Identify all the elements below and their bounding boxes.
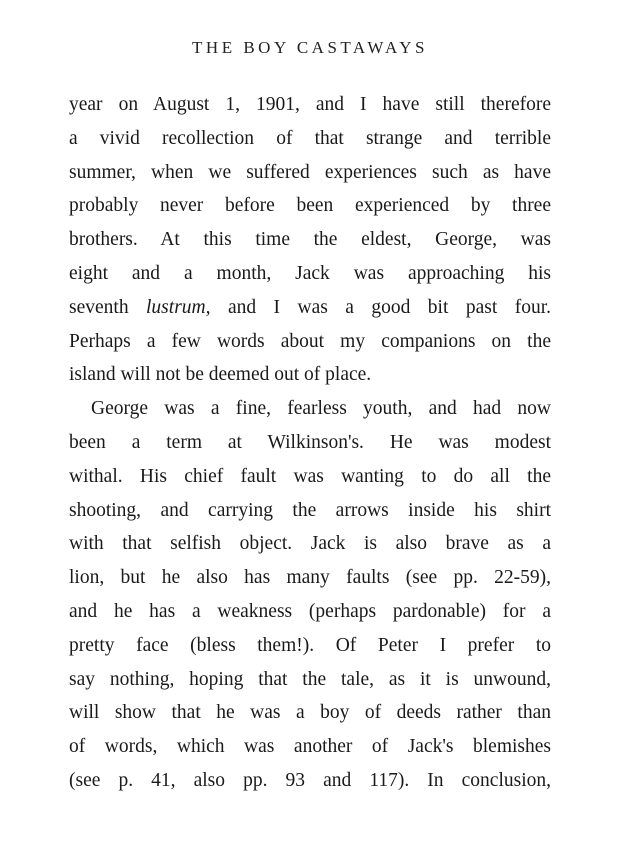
text-line: (see p. 41, also pp. 93 and 117). In conclusion, (69, 769, 551, 791)
text-line: brothers. At this time the eldest, George, was (69, 229, 551, 251)
text-line: George was a fine, fearless youth, and had now (91, 398, 551, 420)
paragraph-1 (69, 88, 551, 392)
running-head: THE BOY CASTAWAYS (192, 38, 428, 57)
italic-word: lustrum, (146, 296, 211, 318)
text-line: eight and a month, Jack was approaching his (69, 262, 551, 284)
text-line: with that selfish object. Jack is also brave as a (69, 533, 551, 555)
text-line: say nothing, hoping that the tale, as it is unwound, (69, 668, 551, 690)
text-line: been a term at Wilkinson's. He was modest (69, 431, 551, 453)
text-line: withal. His chief fault was wanting to do all the (69, 465, 551, 487)
body-text (69, 88, 551, 798)
text-segment: seventh (69, 296, 147, 318)
text-line: will show that he was a boy of deeds rather than (69, 702, 551, 724)
paragraph-2 (69, 392, 551, 798)
text-line: summer, when we suffered experiences such as have (69, 161, 551, 183)
text-line: island will not be deemed out of place. (69, 364, 372, 386)
text-line: year on August 1, 1901, and I have still therefore (69, 94, 551, 115)
text-line: shooting, and carrying the arrows inside his shirt (69, 499, 551, 521)
text-line: a vivid recollection of that strange and terrible (69, 127, 551, 149)
text-line: of words, which was another of Jack's blemishes (69, 736, 551, 758)
text-line-with-italic (69, 291, 551, 325)
text-line: Perhaps a few words about my companions on the (69, 330, 551, 352)
text-line: lion, but he also has many faults (see pp. 22-59), (69, 567, 551, 589)
text-line: probably never before been experienced by three (69, 195, 551, 217)
text-line: pretty face (bless them!). Of Peter I prefer to (69, 634, 551, 656)
text-segment: and I was a good bit past four. (210, 296, 551, 318)
text-line: and he has a weakness (perhaps pardonable) for a (69, 600, 551, 622)
